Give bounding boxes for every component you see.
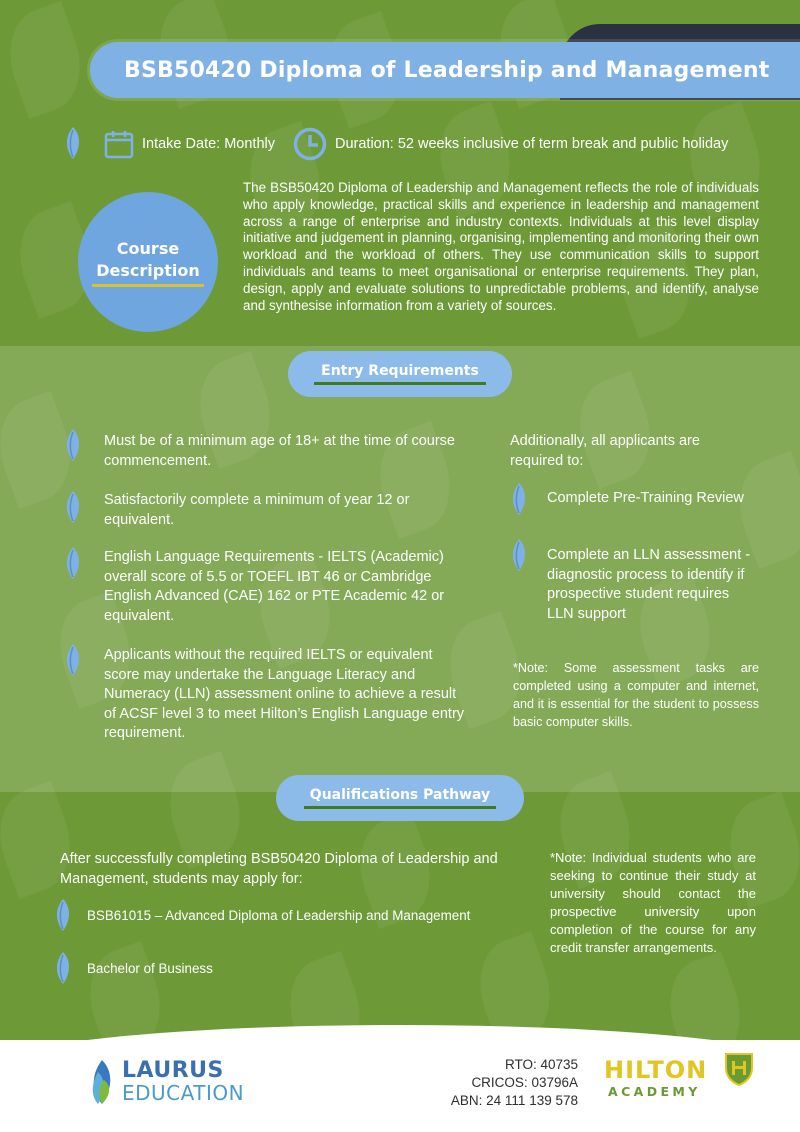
entry-requirements-label: Entry Requirements <box>321 363 479 379</box>
rto-number: RTO: 40735 <box>504 1057 578 1072</box>
qualifications-pathway-label: Qualifications Pathway <box>309 787 491 803</box>
leaf-bullet-icon <box>54 951 72 985</box>
hilton-wordmark: HILTON <box>604 1056 708 1084</box>
leaf-bullet-icon <box>54 898 72 932</box>
entry-requirements-heading <box>288 351 512 397</box>
leaf-bullet-icon <box>510 538 528 572</box>
additional-requirement-item: Complete an LLN assessment - diagnostic process to identify if prospective student requires LLN support <box>547 547 751 622</box>
intake-date: Intake Date: Monthly <box>142 136 275 152</box>
laurus-wordmark: LAURUS <box>122 1058 224 1083</box>
course-description-heading-line2: Description <box>96 260 200 280</box>
heading-underline <box>314 382 486 385</box>
registration-details <box>451 1056 578 1110</box>
leaf-bullet-icon <box>64 643 82 677</box>
entry-requirement-item: Satisfactorily complete a minimum of year 12 or equivalent. <box>104 492 410 528</box>
leaf-bullet-icon <box>510 482 528 516</box>
leaf-bullet-icon <box>64 428 82 462</box>
pathway-intro: After successfully completing BSB50420 Diploma of Leadership and Management, students may apply for: <box>60 851 498 887</box>
entry-note: *Note: Some assessment tasks are completed using a computer and internet, and it is essential for the student to possess basic computer skills. <box>513 661 759 729</box>
leaf-bullet-icon <box>64 126 82 160</box>
laurus-leaf-icon <box>88 1058 116 1106</box>
course-duration: Duration: 52 weeks inclusive of term break and public holiday <box>335 136 729 152</box>
calendar-icon <box>104 129 134 159</box>
pathway-item: BSB61015 – Advanced Diploma of Leadership and Management <box>87 908 471 923</box>
academy-wordmark: ACADEMY <box>608 1084 701 1099</box>
entry-requirement-item: English Language Requirements - IELTS (Academic) overall score of 5.5 or TOEFL IBT 46 or Cambridge English Advanced (CAE) 162 or PTE Academic 42 or equivalent. <box>104 549 445 624</box>
laurus-education-logo <box>88 1058 244 1106</box>
heading-underline <box>304 806 496 809</box>
hilton-academy-logo <box>604 1056 707 1099</box>
hilton-shield-icon <box>724 1052 754 1086</box>
cricos-code: CRICOS: 03796A <box>471 1075 578 1090</box>
leaf-bullet-icon <box>64 546 82 580</box>
page-title: BSB50420 Diploma of Leadership and Management <box>124 57 770 83</box>
entry-requirement-item: Must be of a minimum age of 18+ at the time of course commencement. <box>104 433 455 469</box>
pathway-item: Bachelor of Business <box>87 961 213 976</box>
course-description-heading-line1: Course <box>116 238 180 258</box>
pathway-note: *Note: Individual students who are seeking to continue their study at university should contact the prospective university upon completion of the course for any credit transfer arrangements. <box>550 850 756 955</box>
clock-icon <box>293 127 327 161</box>
title-banner <box>90 42 800 98</box>
entry-requirement-item: Applicants without the required IELTS or equivalent score may undertake the Language Literacy and Numeracy (LLN) assessment online to achieve a result of ACSF level 3 to meet Hilton’s English Language entry requirement. <box>104 647 465 741</box>
course-description-text: The BSB50420 Diploma of Leadership and Management reflects the role of individuals who apply knowledge, practical skills and experience in leadership and management across a range of enterprise and industry contexts. Individuals at this level display initiative and judgement in planning, organising, implementing and monitoring their own workload and the workload of others. They use communication skills to support individuals and teams to meet organisational or enterprise requirements. They plan, design, apply and evaluate solutions to unpredictable problems, and identify, analyse and synthesise information from a variety of sources. <box>243 180 759 313</box>
education-wordmark: EDUCATION <box>122 1081 245 1105</box>
additional-requirement-item: Complete Pre-Training Review <box>547 490 744 506</box>
additional-requirements-intro: Additionally, all applicants are required to: <box>510 433 700 469</box>
qualifications-pathway-heading <box>276 775 524 821</box>
heading-underline <box>92 284 204 287</box>
abn-number: ABN: 24 111 139 578 <box>450 1093 578 1108</box>
course-description-heading <box>78 192 218 332</box>
leaf-bullet-icon <box>64 490 82 524</box>
course-info-row <box>104 124 784 164</box>
